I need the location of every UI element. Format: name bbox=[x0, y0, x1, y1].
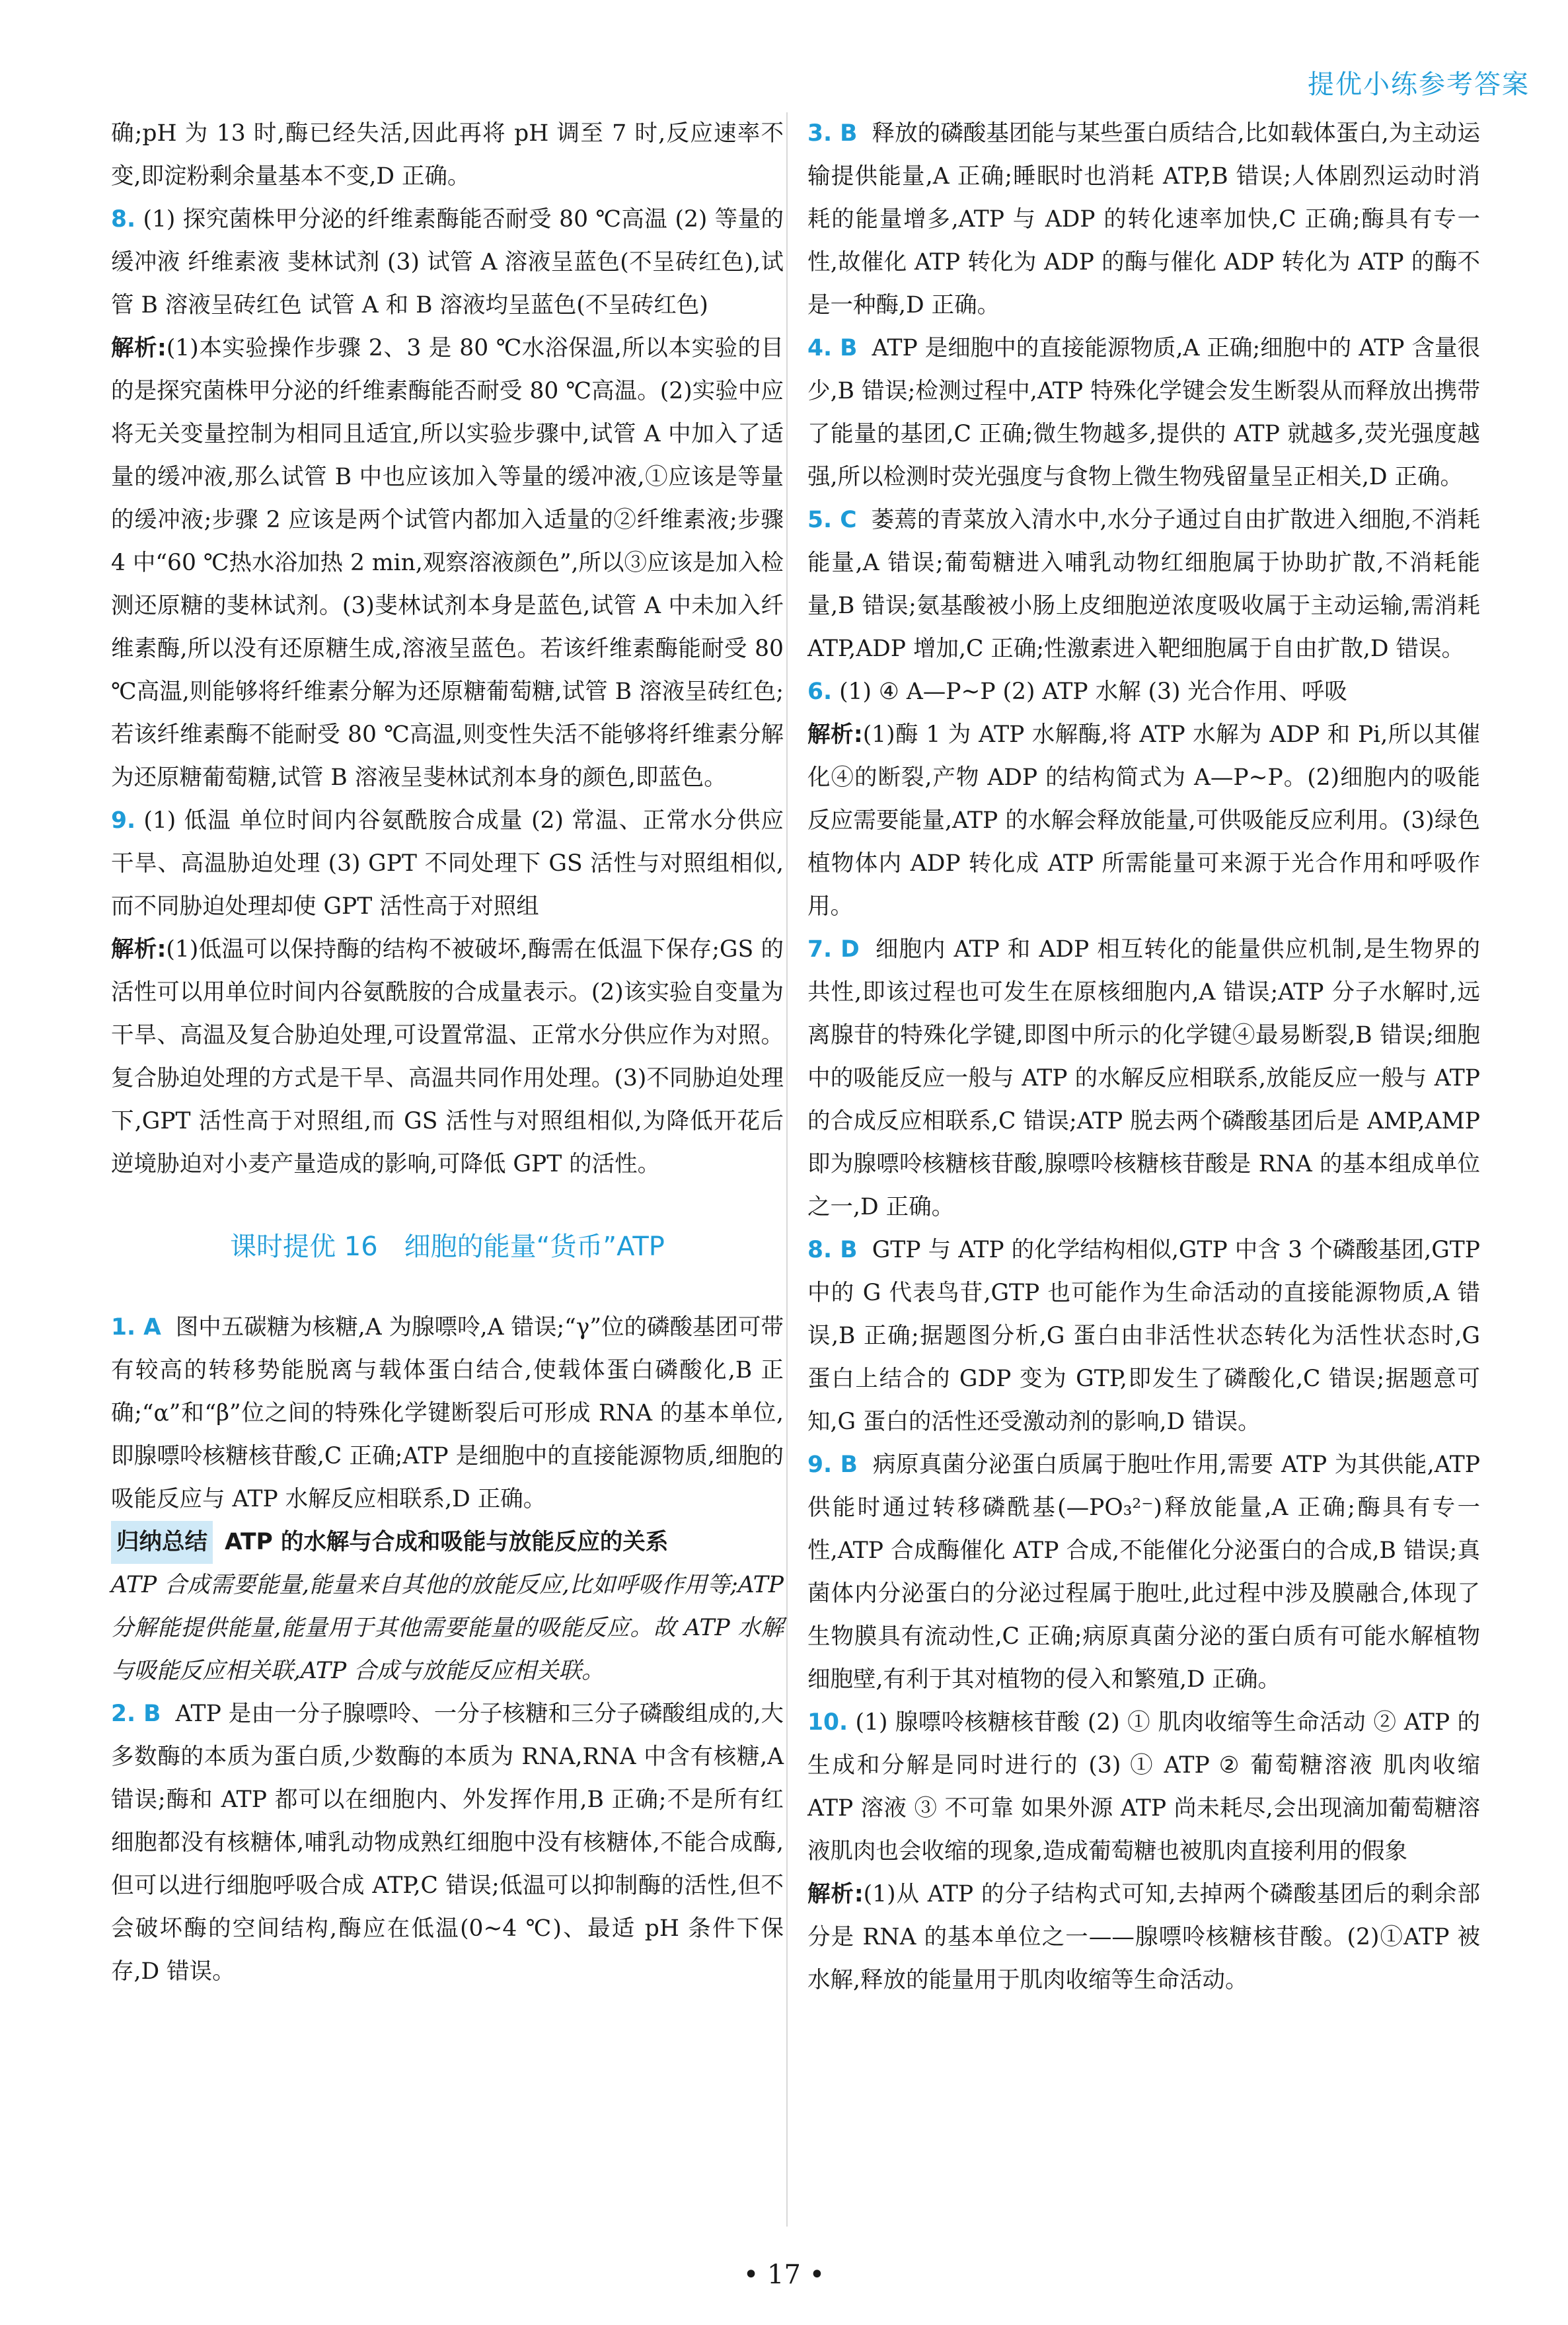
question-number: 7. D bbox=[807, 936, 860, 963]
analysis-label: 解析: bbox=[111, 335, 167, 361]
question-text: ATP 是细胞中的直接能源物质,A 正确;细胞中的 ATP 含量很少,B 错误;检测过程中,ATP 特殊化学键会发生断裂从而释放出携带了能量的基团,C 正确;微生物越多,提供的 ATP 就越多,荧光强度越强,所以检测时荧光强度与食物上微生物残留量呈正相关,D 正确。 bbox=[807, 335, 1481, 490]
page-number: • 17 • bbox=[743, 2260, 825, 2290]
question-number: 2. B bbox=[111, 1701, 161, 1727]
analysis-6 bbox=[807, 714, 1480, 928]
question-2 bbox=[111, 1693, 784, 1993]
question-text: 图中五碳糖为核糖,A 为腺嘌呤,A 错误;“γ”位的磷酸基团可带有较高的转移势能脱离与载体蛋白结合,使载体蛋白磷酸化,B 正确;“α”和“β”位之间的特殊化学键断裂后可形成 RNA 的基本单位,即腺嘌呤核糖核苷酸,C 正确;ATP 是细胞中的直接能源物质,细胞的吸能反应与 ATP 水解反应相联系,D 正确。 bbox=[111, 1314, 784, 1512]
analysis-8 bbox=[111, 327, 784, 799]
analysis-text: (1)酶 1 为 ATP 水解酶,将 ATP 水解为 ADP 和 Pi,所以其催化④的断裂,产物 ADP 的结构简式为 A—P~P。(2)细胞内的吸能反应需要能量,ATP 的水解会释放能量,可供吸能反应利用。(3)绿色植物体内 ADP 转化成 ATP 所需能量可来源于光合作用和呼吸作用。 bbox=[807, 721, 1480, 920]
question-5 bbox=[807, 499, 1480, 671]
question-9 bbox=[111, 799, 784, 928]
answer-text: (1) ④ A—P~P (2) ATP 水解 (3) 光合作用、呼吸 bbox=[839, 679, 1347, 705]
question-text: GTP 与 ATP 的化学结构相似,GTP 中含 3 个磷酸基团,GTP 中的 G 代表鸟苷,GTP 也可能作为生命活动的直接能源物质,A 错误,B 正确;据题图分析,G 蛋白由非活性状态转化为活性状态时,G 蛋白上结合的 GDP 变为 GTP,即发生了磷酸化,C 错误;据题意可知,G 蛋白的活性还受激动剂的影响,D 错误。 bbox=[807, 1237, 1480, 1435]
question-6 bbox=[807, 671, 1480, 714]
question-number: 8. B bbox=[807, 1237, 858, 1263]
question-number: 3. B bbox=[807, 120, 858, 147]
summary-title: ATP 的水解与合成和吸能与放能反应的关系 bbox=[225, 1529, 669, 1555]
question-10 bbox=[807, 1701, 1480, 1873]
question-text: 萎蔫的青菜放入清水中,水分子通过自由扩散进入细胞,不消耗能量,A 错误;葡萄糖进入哺乳动物红细胞属于协助扩散,不消耗能量,B 错误;氨基酸被小肠上皮细胞逆浓度吸收属于主动运输,需消耗 ATP,ADP 增加,C 正确;性激素进入靶细胞属于自由扩散,D 错误。 bbox=[807, 507, 1480, 662]
question-text: 病原真菌分泌蛋白质属于胞吐作用,需要 ATP 为其供能,ATP 供能时通过转移磷酰基(—PO₃²⁻)释放能量,A 正确;酶具有专一性,ATP 合成酶催化 ATP 合成,不能催化分泌蛋白的合成,B 错误;真菌体内分泌蛋白的分泌过程属于胞吐,此过程中涉及膜融合,体现了生物膜具有流动性,C 正确;病原真菌分泌的蛋白质有可能水解植物细胞壁,有利于其对植物的侵入和繁殖,D 正确。 bbox=[807, 1452, 1480, 1693]
analysis-text: (1)从 ATP 的分子结构式可知,去掉两个磷酸基团后的剩余部分是 RNA 的基本单位之一——腺嘌呤核糖核苷酸。(2)①ATP 被水解,释放的能量用于肌肉收缩等生命活动。 bbox=[807, 1881, 1480, 1993]
summary-tag: 归纳总结 bbox=[111, 1521, 213, 1564]
summary-box bbox=[111, 1521, 784, 1564]
question-text: 释放的磷酸基团能与某些蛋白质结合,比如载体蛋白,为主动运输提供能量,A 正确;睡眠时也消耗 ATP,B 错误;人体剧烈运动时消耗的能量增多,ATP 与 ADP 的转化速率加快,C 正确;酶具有专一性,故催化 ATP 转化为 ADP 的酶与催化 ADP 转化为 ATP 的酶不是一种酶,D 正确。 bbox=[807, 120, 1480, 318]
analysis-9 bbox=[111, 928, 784, 1186]
question-9b bbox=[807, 1444, 1480, 1701]
question-3 bbox=[807, 112, 1480, 327]
analysis-label: 解析: bbox=[111, 936, 167, 963]
right-column bbox=[807, 112, 1480, 2002]
paragraph: 确;pH 为 13 时,酶已经失活,因此再将 pH 调至 7 时,反应速率不变,即淀粉剩余量基本不变,D 正确。 bbox=[111, 120, 784, 190]
question-8 bbox=[111, 198, 784, 327]
question-7 bbox=[807, 928, 1480, 1229]
analysis-label: 解析: bbox=[807, 1881, 864, 1907]
left-column bbox=[111, 112, 784, 1993]
question-number: 9. bbox=[111, 807, 136, 834]
question-number: 10. bbox=[807, 1709, 848, 1736]
answer-text: (1) 低温 单位时间内谷氨酰胺合成量 (2) 常温、正常水分供应 干旱、高温胁迫处理 (3) GPT 不同处理下 GS 活性与对照组相似,而不同胁迫处理却使 GPT 活性高于对照组 bbox=[111, 807, 784, 920]
analysis-label: 解析: bbox=[807, 721, 863, 748]
question-text: 细胞内 ATP 和 ADP 相互转化的能量供应机制,是生物界的共性,即该过程也可发生在原核细胞内,A 错误;ATP 分子水解时,远离腺苷的特殊化学键,即图中所示的化学键④最易断裂,B 错误;细胞中的吸能反应一般与 ATP 的水解反应相联系,放能反应一般与 ATP 的合成反应相联系,C 错误;ATP 脱去两个磷酸基团后是 AMP,AMP 即为腺嘌呤核糖核苷酸,腺嘌呤核糖核苷酸是 RNA 的基本组成单位之一,D 正确。 bbox=[807, 936, 1480, 1220]
summary-body: ATP 合成需要能量,能量来自其他的放能反应,比如呼吸作用等;ATP 分解能提供能量,能量用于其他需要能量的吸能反应。故 ATP 水解与吸能反应相关联,ATP 合成与放能反应相关联。 bbox=[111, 1572, 784, 1684]
header-title: 提优小练参考答案 bbox=[1308, 69, 1530, 100]
question-1 bbox=[111, 1306, 784, 1521]
question-number: 6. bbox=[807, 679, 833, 705]
column-divider bbox=[786, 112, 788, 2227]
question-number: 5. C bbox=[807, 507, 857, 533]
question-number: 9. B bbox=[807, 1452, 858, 1478]
question-number: 4. B bbox=[807, 335, 858, 361]
analysis-10 bbox=[807, 1873, 1480, 2002]
question-number: 8. bbox=[111, 206, 136, 233]
question-number: 1. A bbox=[111, 1314, 161, 1341]
question-8b bbox=[807, 1229, 1480, 1444]
question-4 bbox=[807, 327, 1480, 499]
section-title: 课时提优 16 细胞的能量“货币”ATP bbox=[230, 1232, 665, 1262]
answer-text: (1) 腺嘌呤核糖核苷酸 (2) ① 肌肉收缩等生命活动 ② ATP 的生成和分解是同时进行的 (3) ① ATP ② 葡萄糖溶液 肌肉收缩 ATP 溶液 ③ 不可靠 如果外源 ATP 尚未耗尽,会出现滴加葡萄糖溶液肌肉也会收缩的现象,造成葡萄糖也被肌肉直接利用的假象 bbox=[807, 1709, 1480, 1864]
answer-text: (1) 探究菌株甲分泌的纤维素酶能否耐受 80 ℃高温 (2) 等量的缓冲液 纤维素液 斐林试剂 (3) 试管 A 溶液呈蓝色(不呈砖红色),试管 B 溶液呈砖红色 试管 A 和 B 溶液均呈蓝色(不呈砖红色) bbox=[111, 206, 784, 318]
analysis-text: (1)本实验操作步骤 2、3 是 80 ℃水浴保温,所以本实验的目的是探究菌株甲分泌的纤维素酶能否耐受 80 ℃高温。(2)实验中应将无关变量控制为相同且适宜,所以实验步骤中,试管 A 中加入了适量的缓冲液,那么试管 B 中也应该加入等量的缓冲液,①应该是等量的缓冲液;步骤 2 应该是两个试管内都加入适量的②纤维素液;步骤 4 中“60 ℃热水浴加热 2 min,观察溶液颜色”,所以③应该是加入检测还原糖的斐林试剂。(3)斐林试剂本身是蓝色,试管 A 中未加入纤维素酶,所以没有还原糖生成,溶液呈蓝色。若该纤维素酶能耐受 80 ℃高温,则能够将纤维素分解为还原糖葡萄糖,试管 B 溶液呈砖红色;若该纤维素酶不能耐受 80 ℃高温,则变性失活不能够将纤维素分解为还原糖葡萄糖,试管 B 溶液呈斐林试剂本身的颜色,即蓝色。 bbox=[111, 335, 784, 791]
analysis-text: (1)低温可以保持酶的结构不被破坏,酶需在低温下保存;GS 的活性可以用单位时间内谷氨酰胺的合成量表示。(2)该实验自变量为干旱、高温及复合胁迫处理,可设置常温、正常水分供应作为对照。复合胁迫处理的方式是干旱、高温共同作用处理。(3)不同胁迫处理下,GPT 活性高于对照组,而 GS 活性与对照组相似,为降低开花后逆境胁迫对小麦产量造成的影响,可降低 GPT 的活性。 bbox=[111, 936, 784, 1177]
question-text: ATP 是由一分子腺嘌呤、一分子核糖和三分子磷酸组成的,大多数酶的本质为蛋白质,少数酶的本质为 RNA,RNA 中含有核糖,A 错误;酶和 ATP 都可以在细胞内、外发挥作用,B 正确;不是所有红细胞都没有核糖体,哺乳动物成熟红细胞中没有核糖体,不能合成酶,但可以进行细胞呼吸合成 ATP,C 错误;低温可以抑制酶的活性,但不会破坏酶的空间结构,酶应在低温(0~4 ℃)、最适 pH 条件下保存,D 错误。 bbox=[111, 1701, 784, 1985]
